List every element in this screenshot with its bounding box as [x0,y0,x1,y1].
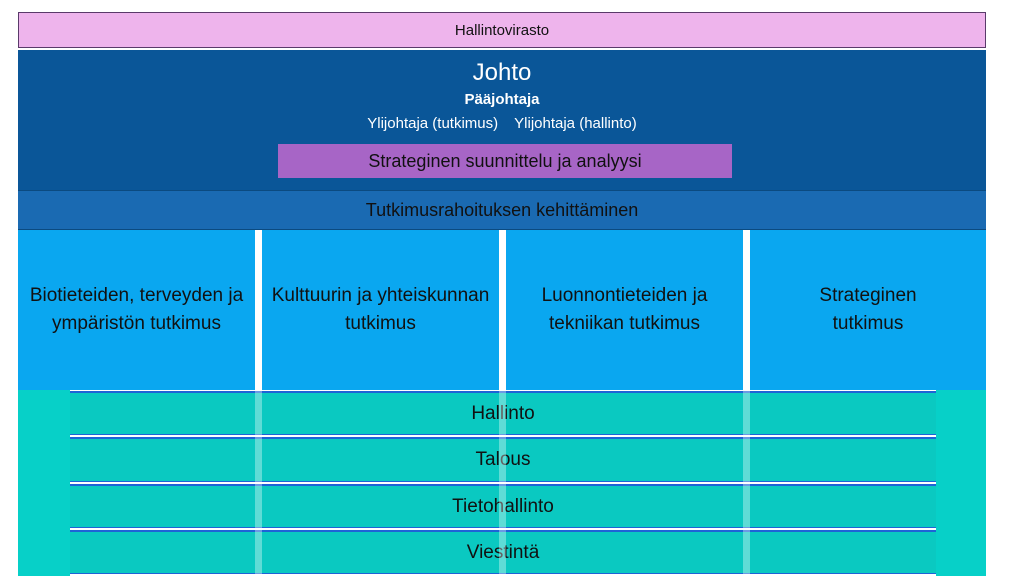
hallintovirasto-label: Hallintovirasto [454,21,550,39]
department-line1: Kulttuurin ja yhteiskunnan [271,285,490,306]
department-column [750,230,986,390]
service-divider-overlay [743,391,750,576]
department-line2: tekniikan tutkimus [548,313,700,334]
department-line2: ympäristön tutkimus [52,313,221,334]
strategy-label: Strateginen suunnittelu ja analyysi [368,150,642,171]
department-line1: Biotieteiden, terveyden ja [29,285,244,306]
deputy-directors [18,112,986,134]
department-line2: tutkimus [345,313,416,334]
service-left-edge [18,390,70,576]
hallintovirasto-box [18,12,986,48]
department-column [506,230,743,390]
department-line2: tutkimus [832,313,904,334]
service-divider-overlay [499,391,506,576]
service-divider-overlay [255,391,262,576]
funding-box [18,190,986,230]
service-label: Hallinto [471,402,535,424]
department-column [18,230,255,390]
service-label: Talous [475,449,531,470]
paajohtaja-label: Pääjohtaja [464,90,540,108]
deputy-research-label: Ylijohtaja (tutkimus) [367,114,499,132]
strategy-box [278,144,732,178]
department-column [262,230,499,390]
department-line1: Strateginen [819,285,917,306]
department-line1: Luonnontieteiden ja [541,285,708,306]
funding-label: Tutkimusrahoituksen kehittäminen [365,199,639,220]
deputy-admin-label: Ylijohtaja (hallinto) [514,114,637,132]
service-label: Viestintä [466,541,540,563]
johto-title: Johto [472,59,532,86]
service-right-edge [936,390,986,576]
service-label: Tietohallinto [452,495,554,517]
